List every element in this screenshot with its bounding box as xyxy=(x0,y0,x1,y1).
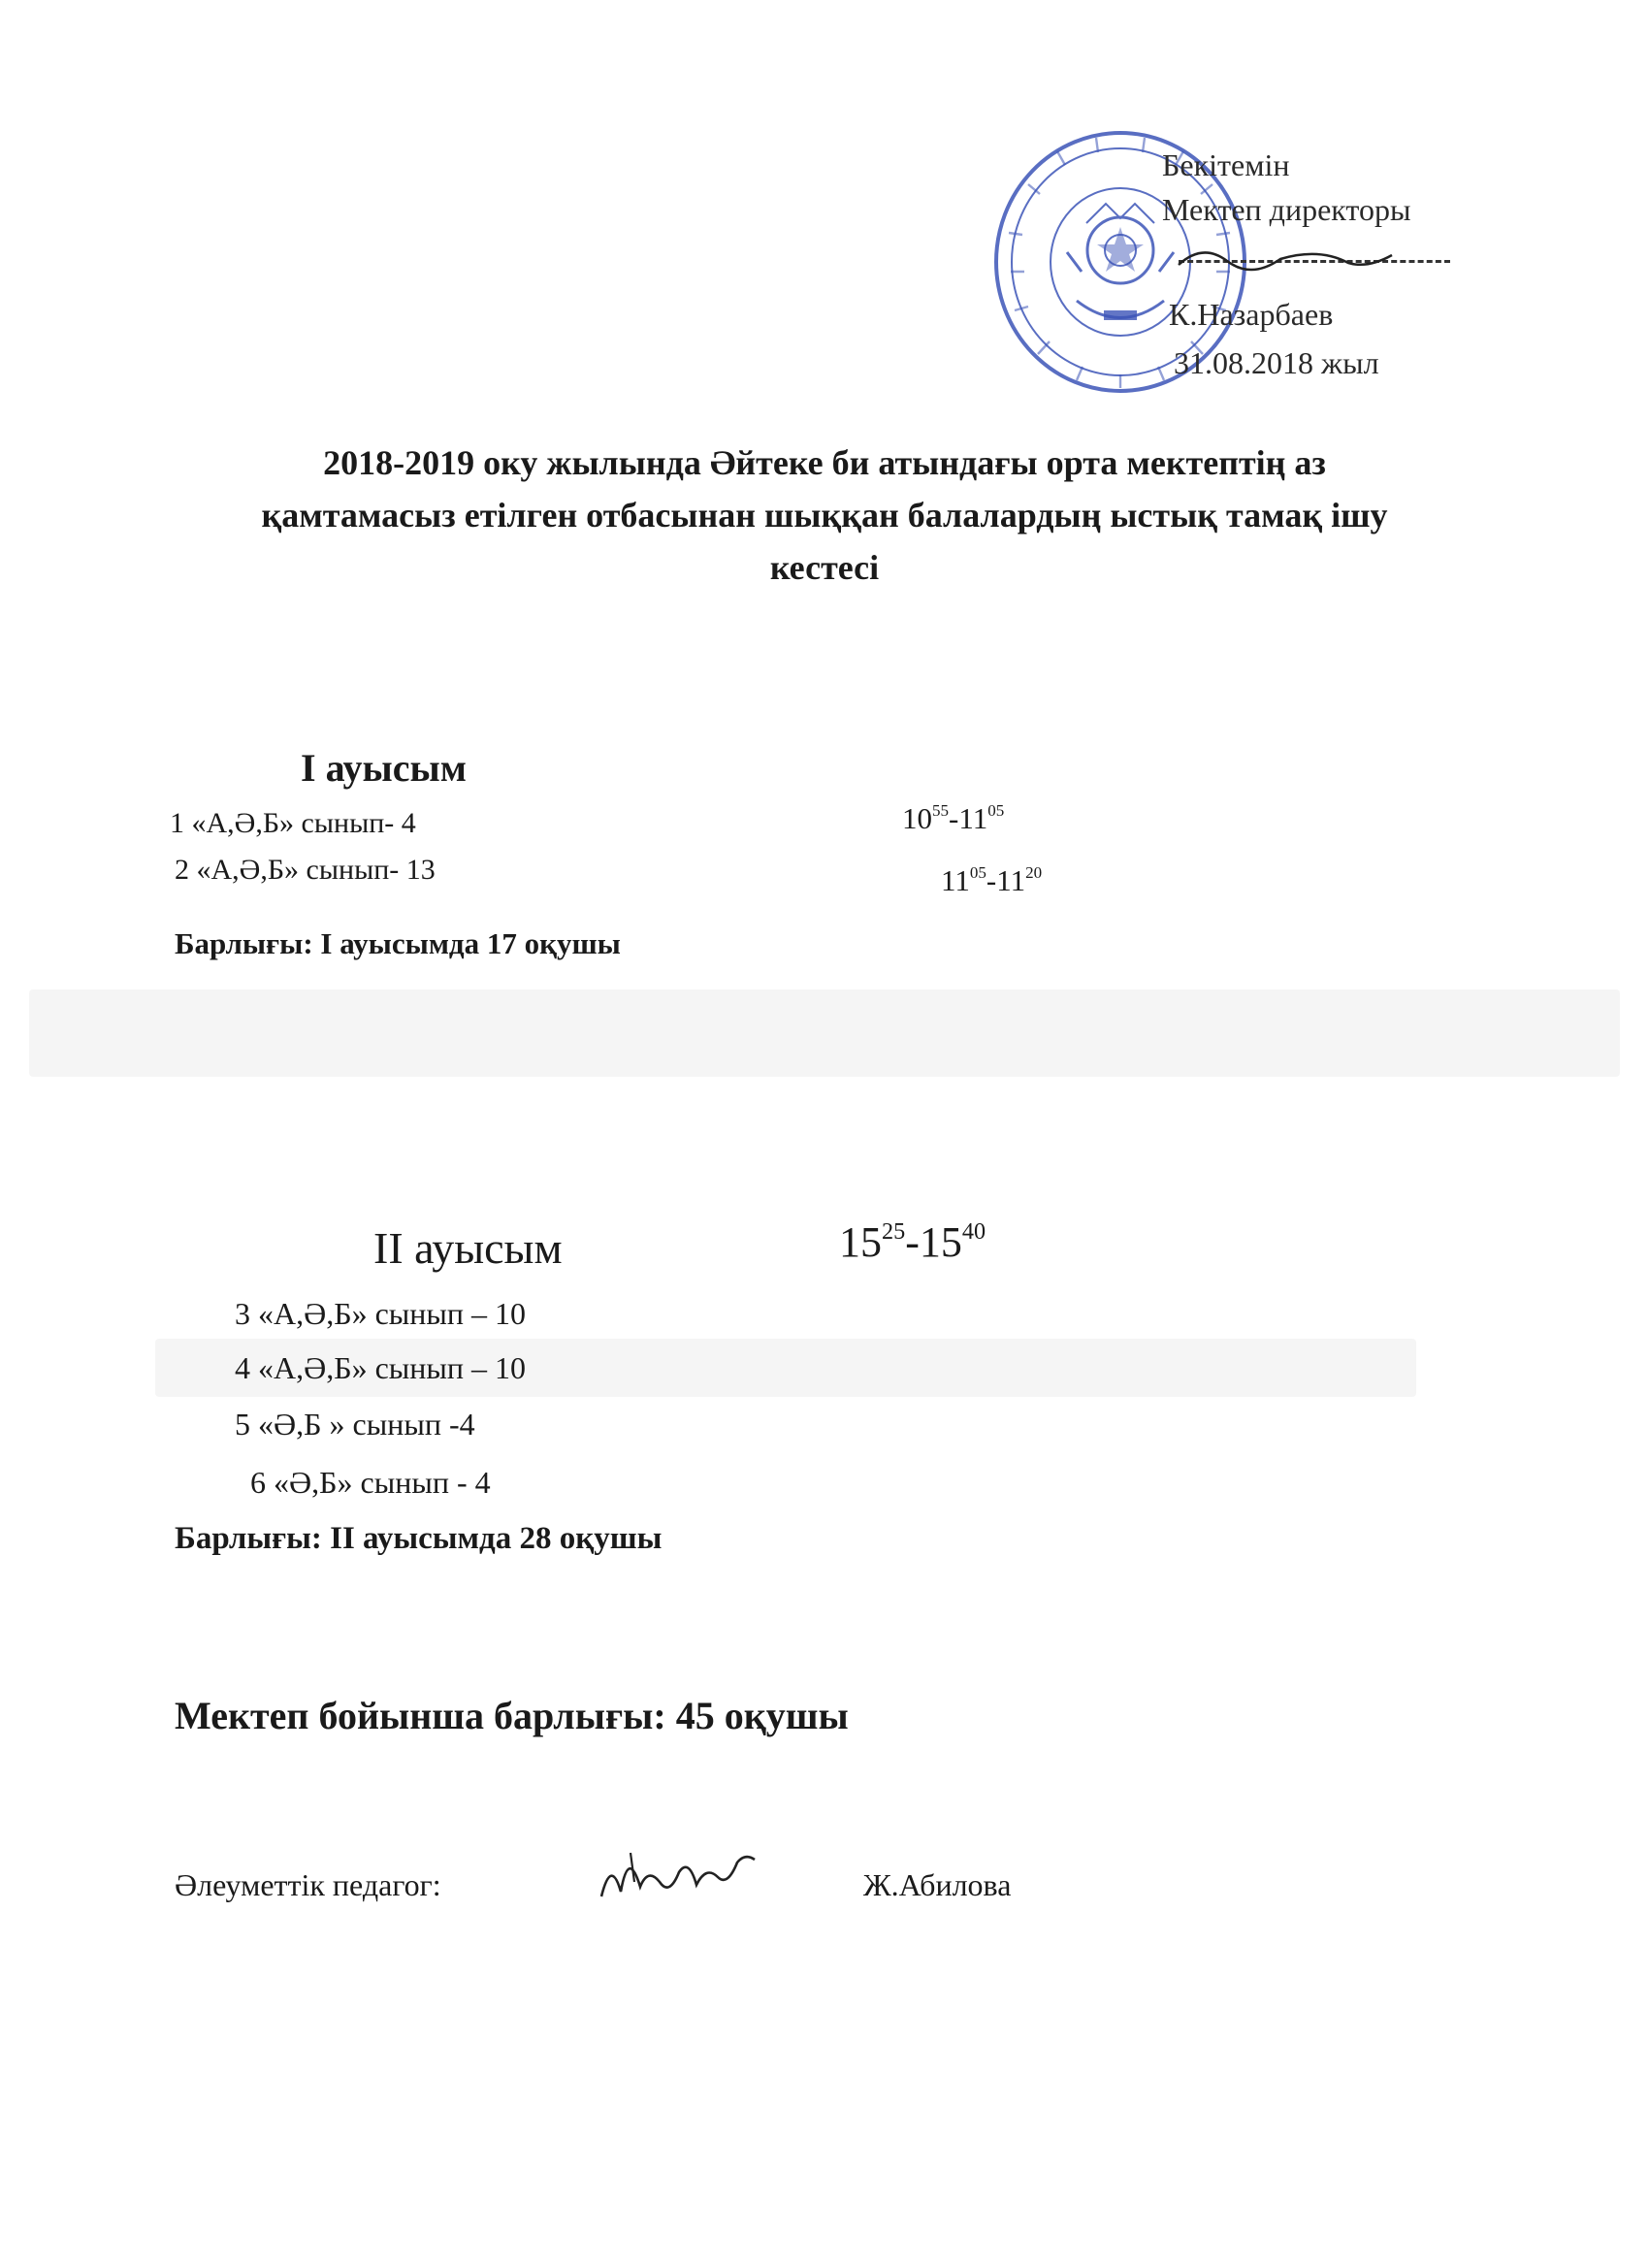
shift2-total: Барлығы: II ауысымда 28 оқушы xyxy=(175,1521,663,1556)
shift1-heading: I ауысым xyxy=(301,746,467,790)
director-label: Мектеп директоры xyxy=(1162,192,1411,227)
shift2-class-row: 6 «Ә,Б» сынып - 4 xyxy=(250,1465,491,1500)
shift1-total: Барлығы: I ауысымда 17 оқушы xyxy=(175,926,621,960)
approval-date: 31.08.2018 жыл xyxy=(1174,345,1379,380)
shift2-class-row: 5 «Ә,Б » сынып -4 xyxy=(235,1407,475,1442)
pedagogue-signature xyxy=(592,1838,766,1916)
shift1-time-row: $11^{05}-11^{20}$ xyxy=(941,863,1043,897)
title-line-2: қамтамасыз етілген отбасынан шыққан балалардың ыстық тамақ ішу xyxy=(261,496,1388,535)
footer-name: Ж.Абилова xyxy=(863,1867,1012,1902)
shift2-class-row: 3 «А,Ә,Б» сынып – 10 xyxy=(235,1296,527,1331)
title-line-1: 2018-2019 оку жылында Әйтеке би атындағы орта мектептің аз xyxy=(323,443,1326,482)
scan-artifact xyxy=(29,989,1620,1077)
grand-total-label: Мектеп бойынша барлығы: xyxy=(175,1694,666,1737)
shift2-class-row: 4 «А,Ә,Б» сынып – 10 xyxy=(235,1350,527,1385)
grand-total-unit: оқушы xyxy=(724,1694,849,1737)
footer-role: Әлеуметтік педагог: xyxy=(175,1867,441,1902)
approval-label: Бекітемін xyxy=(1162,147,1290,182)
shift1-class-row: 2 «А,Ә,Б» сынып- 13 xyxy=(175,854,436,886)
shift2-time: $15^{25}-15^{40}$ xyxy=(839,1217,986,1266)
title-line-3: кестесі xyxy=(769,548,880,587)
grand-total xyxy=(175,1693,849,1738)
grand-total-value: 45 xyxy=(675,1694,715,1737)
document-title xyxy=(146,437,1504,594)
shift1-class-row: 1 «А,Ә,Б» сынып- 4 xyxy=(170,807,416,839)
shift2-heading: II ауысым xyxy=(373,1223,563,1273)
director-name: К.Назарбаев xyxy=(1169,297,1334,332)
director-signature xyxy=(1174,238,1397,276)
shift1-time-row: $10^{55}-11^{05}$ xyxy=(902,801,1005,835)
